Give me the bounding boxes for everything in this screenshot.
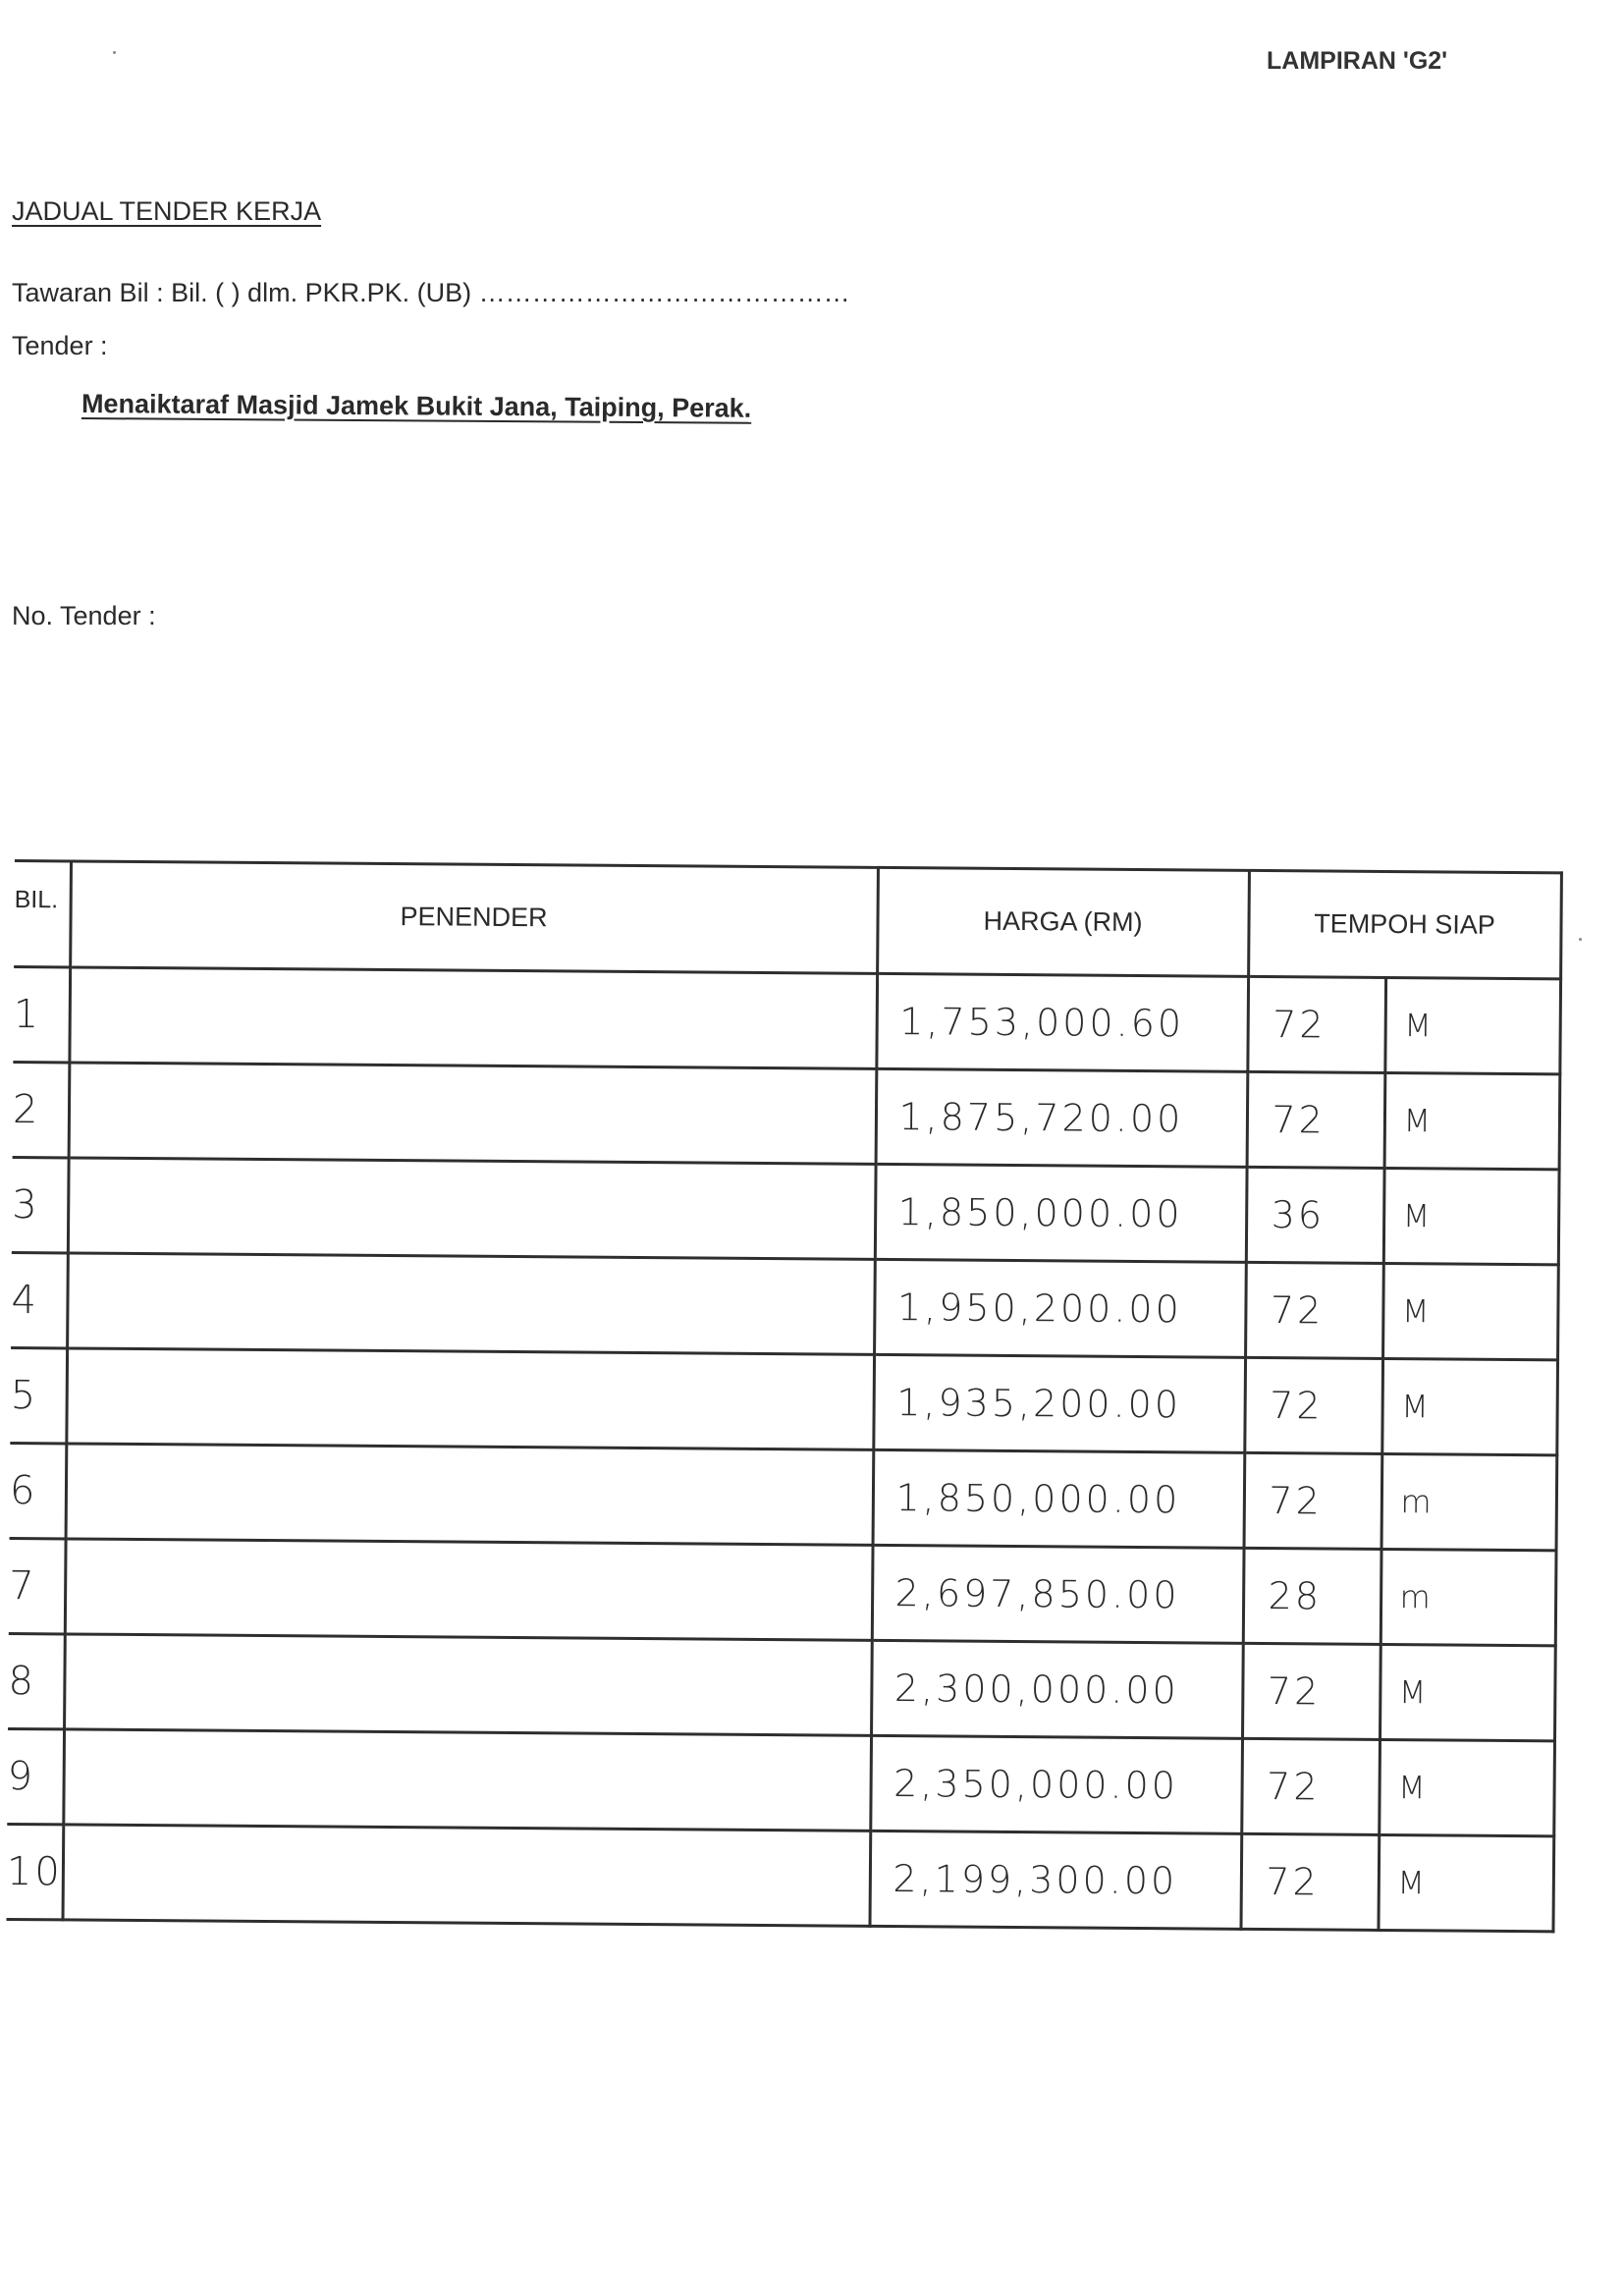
table-row [12, 1157, 1559, 1264]
cell-penender [67, 1253, 875, 1354]
cell-unit: M [1384, 1072, 1560, 1169]
table-row [11, 1252, 1558, 1359]
cell-bil: 10 [7, 1824, 64, 1919]
cell-tempoh: 72 [1242, 1643, 1380, 1739]
cell-harga: 1,850,000.00 [875, 1164, 1247, 1262]
table-row [7, 1824, 1554, 1931]
cell-harga: 1,875,720.00 [876, 1068, 1248, 1167]
annex-reference: LAMPIRAN 'G2' [1267, 47, 1448, 75]
cell-penender [68, 1158, 876, 1259]
cell-unit: m [1381, 1453, 1557, 1550]
cell-penender [66, 1444, 874, 1545]
cell-bil: 2 [13, 1062, 70, 1157]
tender-table [7, 859, 1563, 1933]
cell-penender [64, 1634, 872, 1735]
cell-tempoh: 72 [1245, 1262, 1383, 1358]
cell-unit: M [1379, 1739, 1554, 1835]
cell-tempoh: 28 [1243, 1548, 1381, 1644]
cell-unit: M [1381, 1358, 1557, 1454]
cell-unit: M [1380, 1644, 1555, 1740]
table-header-row [14, 860, 1561, 978]
scan-speck [1579, 938, 1582, 941]
table-row [9, 1538, 1556, 1645]
cell-unit: M [1382, 1263, 1558, 1359]
cell-harga: 1,950,200.00 [874, 1259, 1246, 1357]
cell-tempoh: 72 [1244, 1357, 1382, 1453]
table-row [13, 1062, 1560, 1169]
cell-tempoh: 72 [1247, 1071, 1385, 1168]
tender-label: Tender : [12, 331, 108, 360]
cell-tempoh: 72 [1244, 1452, 1382, 1549]
cell-tempoh: 72 [1241, 1738, 1380, 1834]
cell-bil: 8 [8, 1633, 65, 1728]
page-title: JADUAL TENDER KERJA [12, 196, 322, 226]
cell-penender [69, 1063, 877, 1164]
scan-speck [113, 51, 116, 54]
col-header-tempoh: TEMPOH SIAP [1248, 870, 1561, 978]
cell-harga: 2,300,000.00 [871, 1640, 1243, 1738]
cell-unit: M [1384, 977, 1560, 1073]
cell-bil: 3 [12, 1157, 69, 1252]
cell-harga: 1,935,200.00 [873, 1354, 1245, 1452]
project-title: Menaiktaraf Masjid Jamek Bukit Jana, Taiping, Perak. [81, 389, 752, 423]
cell-bil: 1 [13, 966, 70, 1062]
table-row [13, 966, 1560, 1073]
table-row [8, 1633, 1555, 1740]
cell-harga: 1,850,000.00 [873, 1449, 1245, 1548]
table-row [7, 1728, 1554, 1835]
cell-bil: 5 [10, 1347, 67, 1443]
cell-tempoh: 36 [1246, 1167, 1384, 1263]
cell-penender [63, 1729, 871, 1831]
offer-number-line: Tawaran Bil : Bil. ( ) dlm. PKR.PK. (UB) …………………………………… [12, 278, 850, 307]
col-header-bil: BIL. [14, 860, 71, 966]
cell-tempoh: 72 [1247, 976, 1385, 1072]
cell-harga: 2,199,300.00 [869, 1831, 1241, 1929]
cell-bil: 6 [10, 1443, 67, 1538]
cell-bil: 4 [11, 1252, 68, 1347]
table-row [10, 1347, 1557, 1454]
col-header-harga: HARGA (RM) [877, 867, 1249, 976]
cell-unit: m [1380, 1549, 1556, 1645]
cell-harga: 2,697,850.00 [872, 1545, 1244, 1643]
cell-unit: M [1383, 1168, 1559, 1264]
tender-number-label: No. Tender : [12, 601, 156, 630]
cell-penender [66, 1348, 874, 1449]
table-row [10, 1443, 1557, 1550]
cell-harga: 2,350,000.00 [870, 1735, 1242, 1833]
cell-unit: M [1378, 1834, 1553, 1931]
cell-penender [69, 967, 877, 1068]
cell-bil: 9 [7, 1728, 64, 1824]
cell-penender [63, 1825, 871, 1926]
cell-harga: 1,753,000.60 [876, 973, 1248, 1071]
col-header-penender: PENENDER [70, 861, 878, 973]
cell-tempoh: 72 [1240, 1833, 1379, 1930]
cell-bil: 7 [9, 1538, 66, 1633]
cell-penender [65, 1539, 873, 1640]
